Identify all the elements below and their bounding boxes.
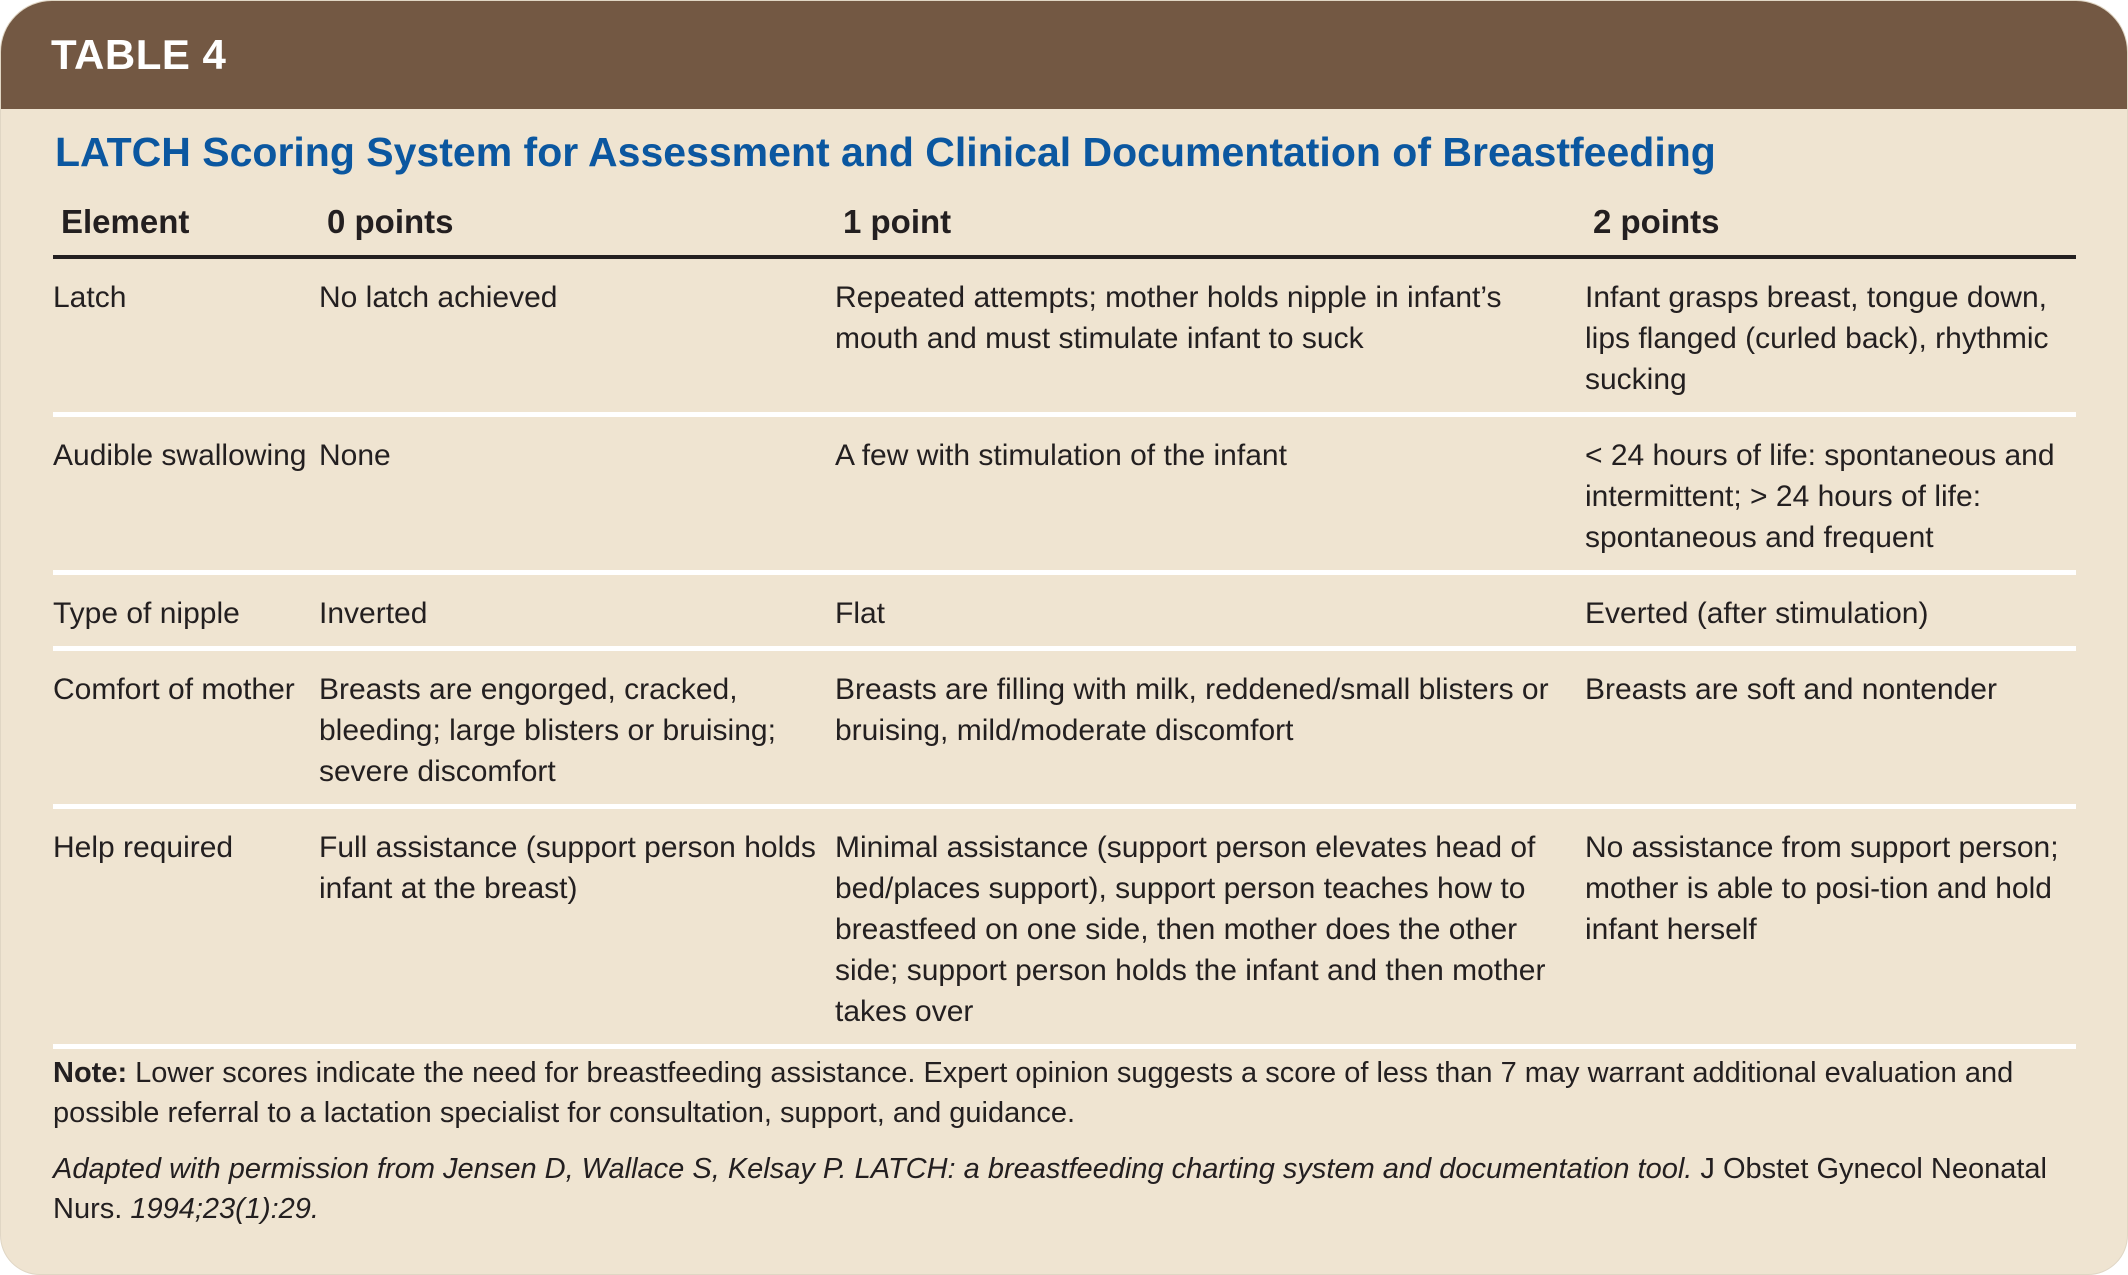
score-cell: A few with stimulation of the infant (835, 415, 1585, 573)
score-cell: No latch achieved (319, 257, 835, 415)
citation (53, 1149, 2083, 1229)
score-cell: Minimal assistance (support person elevates head of bed/places support), support person teaches how to breastfeed on one side, then mother does the other side; support person holds the infant and then mother takes over (835, 807, 1585, 1047)
table-title: LATCH Scoring System for Assessment and Clinical Documentation of Breastfeeding (55, 129, 1716, 175)
score-cell: Inverted (319, 573, 835, 649)
table-row (53, 807, 2076, 1047)
score-cell: Flat (835, 573, 1585, 649)
column-header: 2 points (1585, 197, 2076, 257)
table-header-bar (1, 1, 2127, 109)
element-cell: Audible swallowing (53, 415, 319, 573)
column-header: 0 points (319, 197, 835, 257)
score-cell: Breasts are engorged, cracked, bleeding; large blisters or bruising; severe discomfort (319, 649, 835, 807)
header-row (53, 197, 2076, 257)
table-row (53, 415, 2076, 573)
element-cell: Comfort of mother (53, 649, 319, 807)
element-cell: Help required (53, 807, 319, 1047)
table-row (53, 649, 2076, 807)
column-header: Element (53, 197, 319, 257)
score-cell: Infant grasps breast, tongue down, lips flanged (curled back), rhythmic sucking (1585, 257, 2076, 415)
table-label: TABLE 4 (51, 31, 227, 78)
score-cell: No assistance from support person; mother is able to posi-tion and hold infant herself (1585, 807, 2076, 1047)
score-cell: < 24 hours of life: spontaneous and intermittent; > 24 hours of life: spontaneous and frequent (1585, 415, 2076, 573)
citation-journal: J Obstet Gynecol Neonatal Nurs. (53, 1153, 2047, 1225)
score-cell: Breasts are filling with milk, reddened/small blisters or bruising, mild/moderate discomfort (835, 649, 1585, 807)
score-cell: None (319, 415, 835, 573)
element-cell: Latch (53, 257, 319, 415)
score-cell: Repeated attempts; mother holds nipple in infant’s mouth and must stimulate infant to suck (835, 257, 1585, 415)
note-label: Note: (53, 1057, 128, 1089)
latch-table (53, 197, 2076, 1049)
column-header: 1 point (835, 197, 1585, 257)
score-cell: Breasts are soft and nontender (1585, 649, 2076, 807)
citation-volume: 1994;23(1):29. (130, 1193, 319, 1225)
score-cell: Everted (after stimulation) (1585, 573, 2076, 649)
element-cell: Type of nipple (53, 573, 319, 649)
score-cell: Full assistance (support person holds infant at the breast) (319, 807, 835, 1047)
note-text: Lower scores indicate the need for breastfeeding assistance. Expert opinion suggests a score of less than 7 may warrant additional evaluation and possible referral to a lactation specialist for consultation, support, and guidance. (53, 1057, 2014, 1129)
table-row (53, 573, 2076, 649)
table-row (53, 257, 2076, 415)
table-note (53, 1053, 2083, 1133)
citation-text: Adapted with permission from Jensen D, Wallace S, Kelsay P. LATCH: a breastfeeding charting system and documentation tool. (53, 1153, 1693, 1185)
